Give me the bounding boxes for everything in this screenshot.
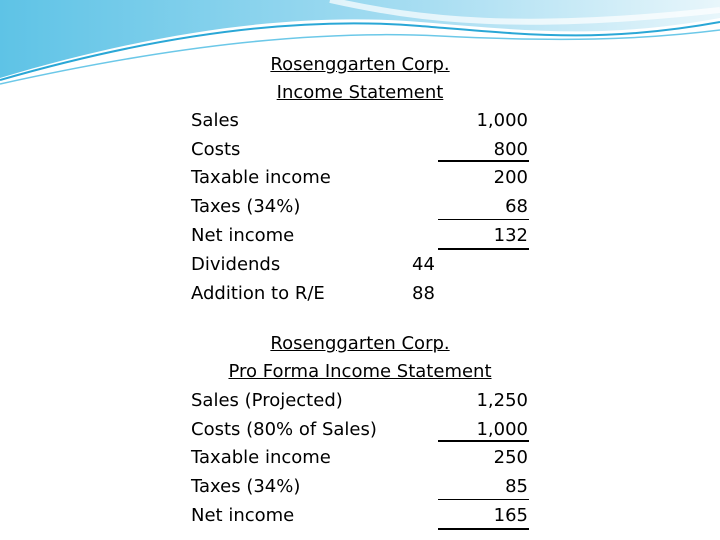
row-label-taxes: Taxes (34%): [191, 196, 301, 217]
pf-total-rule: [438, 528, 529, 530]
company-title: Rosenggarten Corp.: [270, 54, 450, 75]
pf-row-label-taxable-income: Taxable income: [191, 447, 331, 468]
pf-row-value-taxes: 85: [505, 476, 528, 497]
pro-forma-company-title: Rosenggarten Corp.: [270, 333, 450, 354]
row-label-net-income: Net income: [191, 225, 295, 246]
row-label-addition-re: Addition to R/E: [191, 283, 325, 304]
pf-row-value-sales: 1,250: [476, 390, 528, 411]
row-value-costs: 800: [493, 139, 528, 160]
row-label-costs: Costs: [191, 139, 241, 160]
row-value-addition-re: 88: [412, 283, 435, 304]
total-rule: [438, 248, 529, 250]
subtotal-rule: [438, 219, 529, 220]
subtotal-rule: [438, 160, 529, 162]
pf-row-label-costs: Costs (80% of Sales): [191, 419, 377, 440]
pro-forma-title: Pro Forma Income Statement: [228, 361, 492, 382]
pf-row-label-taxes: Taxes (34%): [191, 476, 301, 497]
row-value-taxes: 68: [505, 196, 528, 217]
row-value-taxable-income: 200: [493, 167, 528, 188]
row-label-dividends: Dividends: [191, 254, 281, 275]
pf-row-value-costs: 1,000: [476, 419, 528, 440]
pf-row-label-net-income: Net income: [191, 505, 295, 526]
row-value-net-income: 132: [493, 225, 528, 246]
pf-subtotal-rule: [438, 440, 529, 442]
pf-row-value-net-income: 165: [493, 505, 528, 526]
row-label-sales: Sales: [191, 110, 239, 131]
row-value-sales: 1,000: [476, 110, 528, 131]
pf-row-label-sales: Sales (Projected): [191, 390, 343, 411]
pf-row-value-taxable-income: 250: [493, 447, 528, 468]
row-value-dividends: 44: [412, 254, 435, 275]
statement-title: Income Statement: [276, 82, 444, 103]
pf-subtotal-rule: [438, 499, 529, 500]
row-label-taxable-income: Taxable income: [191, 167, 331, 188]
